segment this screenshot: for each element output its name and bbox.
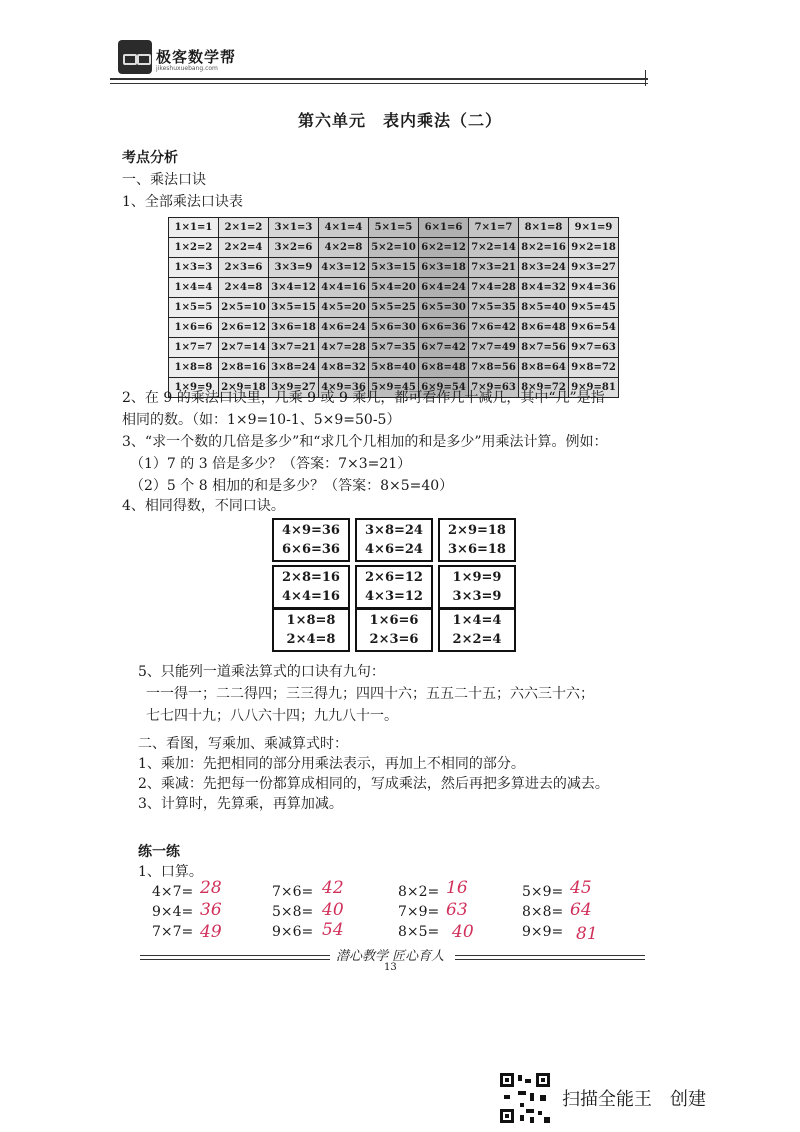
item3-example1: （1）7 的 3 倍是多少？（答案：7×3=21） [130,456,412,472]
handwritten-answer: 64 [570,900,592,920]
table-cell: 7×4=28 [469,278,519,298]
pair-line: 2×8=16 [282,570,340,585]
pair-line: 4×3=12 [365,589,423,604]
footer-rule-left-2 [140,959,330,960]
item2-line2: 相同的数。（如：1×9=10-1、5×9=50-5） [122,412,401,428]
table-row [169,318,619,338]
table-cell: 3×8=24 [269,358,319,378]
pair-box [355,518,433,562]
table-cell: 7×9=63 [469,378,519,398]
pair-box [438,608,516,652]
table-cell: 8×1=8 [519,218,569,238]
table-cell: 1×2=2 [169,238,219,258]
table-cell: 9×3=27 [569,258,619,278]
handwritten-answer: 36 [200,900,222,920]
table-cell: 8×7=56 [519,338,569,358]
section-heading: 考点分析 [122,150,178,166]
item5-line3: 七七四十九；八八六十四；九九八十一。 [146,708,398,724]
handwritten-answer: 63 [446,900,468,920]
table-row [169,298,619,318]
page-title: 第六单元 表内乘法（二） [297,111,502,130]
handwritten-answer: 42 [322,878,344,898]
table-cell: 8×3=24 [519,258,569,278]
practice-sub: 1、口算。 [138,864,203,880]
scanner-label: 扫描全能王 创建 [562,1089,706,1110]
logo-avatar [118,40,152,74]
table-cell: 2×1=2 [219,218,269,238]
practice-question: 8×2= [398,884,440,900]
pair-box [272,518,350,562]
table-cell: 2×7=14 [219,338,269,358]
practice-question: 8×5= [398,924,440,940]
table-cell: 4×4=16 [319,278,369,298]
pair-line: 1×9=9 [452,570,502,585]
item3-example2: （2）5 个 8 相加的和是多少？（答案：8×5=40） [130,478,454,494]
table-cell: 7×6=42 [469,318,519,338]
table-cell: 6×6=36 [419,318,469,338]
pair-line: 3×8=24 [365,523,423,538]
table-cell: 6×4=24 [419,278,469,298]
table-cell: 8×5=40 [519,298,569,318]
table-cell: 4×3=12 [319,258,369,278]
table-cell: 6×9=54 [419,378,469,398]
pair-line: 2×4=8 [286,632,336,647]
table-cell: 2×5=10 [219,298,269,318]
table-cell: 9×7=63 [569,338,619,358]
table-cell: 1×5=5 [169,298,219,318]
practice-question: 7×9= [398,904,440,920]
item5-line2: 一一得一；二二得四；三三得九；四四十六；五五二十五；六六三十六； [146,686,594,702]
table-cell: 6×1=6 [419,218,469,238]
practice-question: 5×8= [272,904,314,920]
table-cell: 3×2=6 [269,238,319,258]
table-cell: 7×2=14 [469,238,519,258]
handwritten-answer: 45 [570,878,592,898]
table-cell: 8×8=64 [519,358,569,378]
table-cell: 3×3=9 [269,258,319,278]
table-cell: 1×1=1 [169,218,219,238]
handwritten-answer: 16 [446,878,468,898]
table-cell: 7×3=21 [469,258,519,278]
pair-line: 2×2=4 [452,632,502,647]
table-cell: 5×3=15 [369,258,419,278]
table-cell: 6×7=42 [419,338,469,358]
pair-box [272,565,350,609]
table-row [169,218,619,238]
multiplication-table [168,217,619,398]
pair-line: 4×9=36 [282,523,340,538]
table-cell: 5×7=35 [369,338,419,358]
table-cell: 8×6=48 [519,318,569,338]
pair-line: 2×6=12 [365,570,423,585]
pair-line: 1×8=8 [286,613,336,628]
table-cell: 6×2=12 [419,238,469,258]
pair-line: 3×3=9 [452,589,502,604]
item4-label: 4、相同得数，不同口诀。 [122,498,285,514]
practice-heading: 练一练 [138,844,180,860]
item1-label: 1、全部乘法口诀表 [122,194,243,210]
table-cell: 2×8=16 [219,358,269,378]
table-cell: 1×7=7 [169,338,219,358]
handwritten-answer: 81 [576,924,598,944]
table-cell: 7×7=49 [469,338,519,358]
part2-line2: 2、乘减：先把每一份都算成相同的，写成乘法，然后再把多算进去的减去。 [138,776,609,792]
table-cell: 3×6=18 [269,318,319,338]
table-cell: 6×8=48 [419,358,469,378]
pair-line: 1×6=6 [369,613,419,628]
table-cell: 3×4=12 [269,278,319,298]
footer-rule-right-2 [455,959,645,960]
table-cell: 1×9=9 [169,378,219,398]
table-cell: 5×9=45 [369,378,419,398]
table-cell: 9×5=45 [569,298,619,318]
table-cell: 8×9=72 [519,378,569,398]
practice-question: 4×7= [152,884,194,900]
table-cell: 4×6=24 [319,318,369,338]
table-cell: 8×4=32 [519,278,569,298]
pair-line: 4×4=16 [282,589,340,604]
table-cell: 4×9=36 [319,378,369,398]
table-cell: 3×5=15 [269,298,319,318]
pair-box [438,565,516,609]
pair-box [355,565,433,609]
handwritten-answer: 28 [200,878,222,898]
handwritten-answer: 49 [200,922,222,942]
table-cell: 2×9=18 [219,378,269,398]
part1-heading: 一、乘法口诀 [122,172,206,188]
qr-code-icon [500,1073,550,1123]
table-cell: 5×4=20 [369,278,419,298]
table-cell: 2×3=6 [219,258,269,278]
table-cell: 8×2=16 [519,238,569,258]
table-cell: 9×9=81 [569,378,619,398]
logo-subtext: jikeshuxuebang.com [156,65,218,72]
item3-line1: 3、“求一个数的几倍是多少”和“求几个几相加的和是多少”用乘法计算。例如： [122,434,608,450]
table-cell: 7×1=7 [469,218,519,238]
table-cell: 5×8=40 [369,358,419,378]
table-row [169,278,619,298]
table-cell: 1×8=8 [169,358,219,378]
table-row [169,238,619,258]
table-row [169,358,619,378]
practice-question: 9×6= [272,924,314,940]
table-cell: 5×1=5 [369,218,419,238]
pair-line: 3×6=18 [448,542,506,557]
table-row [169,338,619,358]
table-cell: 5×2=10 [369,238,419,258]
table-cell: 2×2=4 [219,238,269,258]
table-cell: 4×8=32 [319,358,369,378]
handwritten-answer: 54 [322,920,344,940]
table-cell: 9×4=36 [569,278,619,298]
practice-question: 5×9= [522,884,564,900]
table-cell: 5×5=25 [369,298,419,318]
part2-heading: 二、看图，写乘加、乘减算式时： [138,736,348,752]
table-cell: 2×4=8 [219,278,269,298]
header-rule [110,78,648,80]
footer-rule-left [140,955,330,956]
table-cell: 6×5=30 [419,298,469,318]
pair-line: 4×6=24 [365,542,423,557]
pair-box [438,518,516,562]
glasses-icon-right [137,54,151,65]
pair-box [355,608,433,652]
pair-line: 2×9=18 [448,523,506,538]
practice-question: 7×6= [272,884,314,900]
part2-line3: 3、计算时，先算乘，再算加减。 [138,796,343,812]
table-cell: 5×6=30 [369,318,419,338]
table-cell: 4×1=4 [319,218,369,238]
page-number: 13 [384,962,397,973]
footer-rule-right [455,955,645,956]
pair-line: 6×6=36 [282,542,340,557]
table-row [169,258,619,278]
table-cell: 9×6=54 [569,318,619,338]
table-cell: 9×1=9 [569,218,619,238]
practice-question: 9×4= [152,904,194,920]
table-cell: 7×5=35 [469,298,519,318]
pair-line: 2×3=6 [369,632,419,647]
table-cell: 4×2=8 [319,238,369,258]
table-cell: 7×8=56 [469,358,519,378]
table-cell: 1×6=6 [169,318,219,338]
table-cell: 1×3=3 [169,258,219,278]
footer-motto: 潜心教学 匠心育人 [336,949,445,964]
practice-question: 9×9= [522,924,564,940]
part2-line1: 1、乘加：先把相同的部分用乘法表示，再加上不相同的部分。 [138,756,525,772]
table-cell: 9×8=72 [569,358,619,378]
logo-text: 极客数学帮 [156,48,237,66]
table-cell: 2×6=12 [219,318,269,338]
header-rule-thin [110,83,648,84]
pair-box [272,608,350,652]
table-cell: 4×7=28 [319,338,369,358]
practice-question: 8×8= [522,904,564,920]
table-cell: 4×5=20 [319,298,369,318]
table-cell: 9×2=18 [569,238,619,258]
pair-line: 1×4=4 [452,613,502,628]
table-cell: 3×7=21 [269,338,319,358]
practice-question: 7×7= [152,924,194,940]
handwritten-answer: 40 [452,922,474,942]
table-cell: 1×4=4 [169,278,219,298]
item5-line1: 5、只能列一道乘法算式的口诀有九句： [138,664,385,680]
table-cell: 3×1=3 [269,218,319,238]
table-cell: 3×9=27 [269,378,319,398]
table-cell: 6×3=18 [419,258,469,278]
glasses-icon [123,54,137,65]
header-rule-corner [645,70,646,86]
item2-line1: 2、在 9 的乘法口诀里，几乘 9 或 9 乘几，都可看作几十减几，其中“几”是指 [122,390,605,406]
handwritten-answer: 40 [322,900,344,920]
